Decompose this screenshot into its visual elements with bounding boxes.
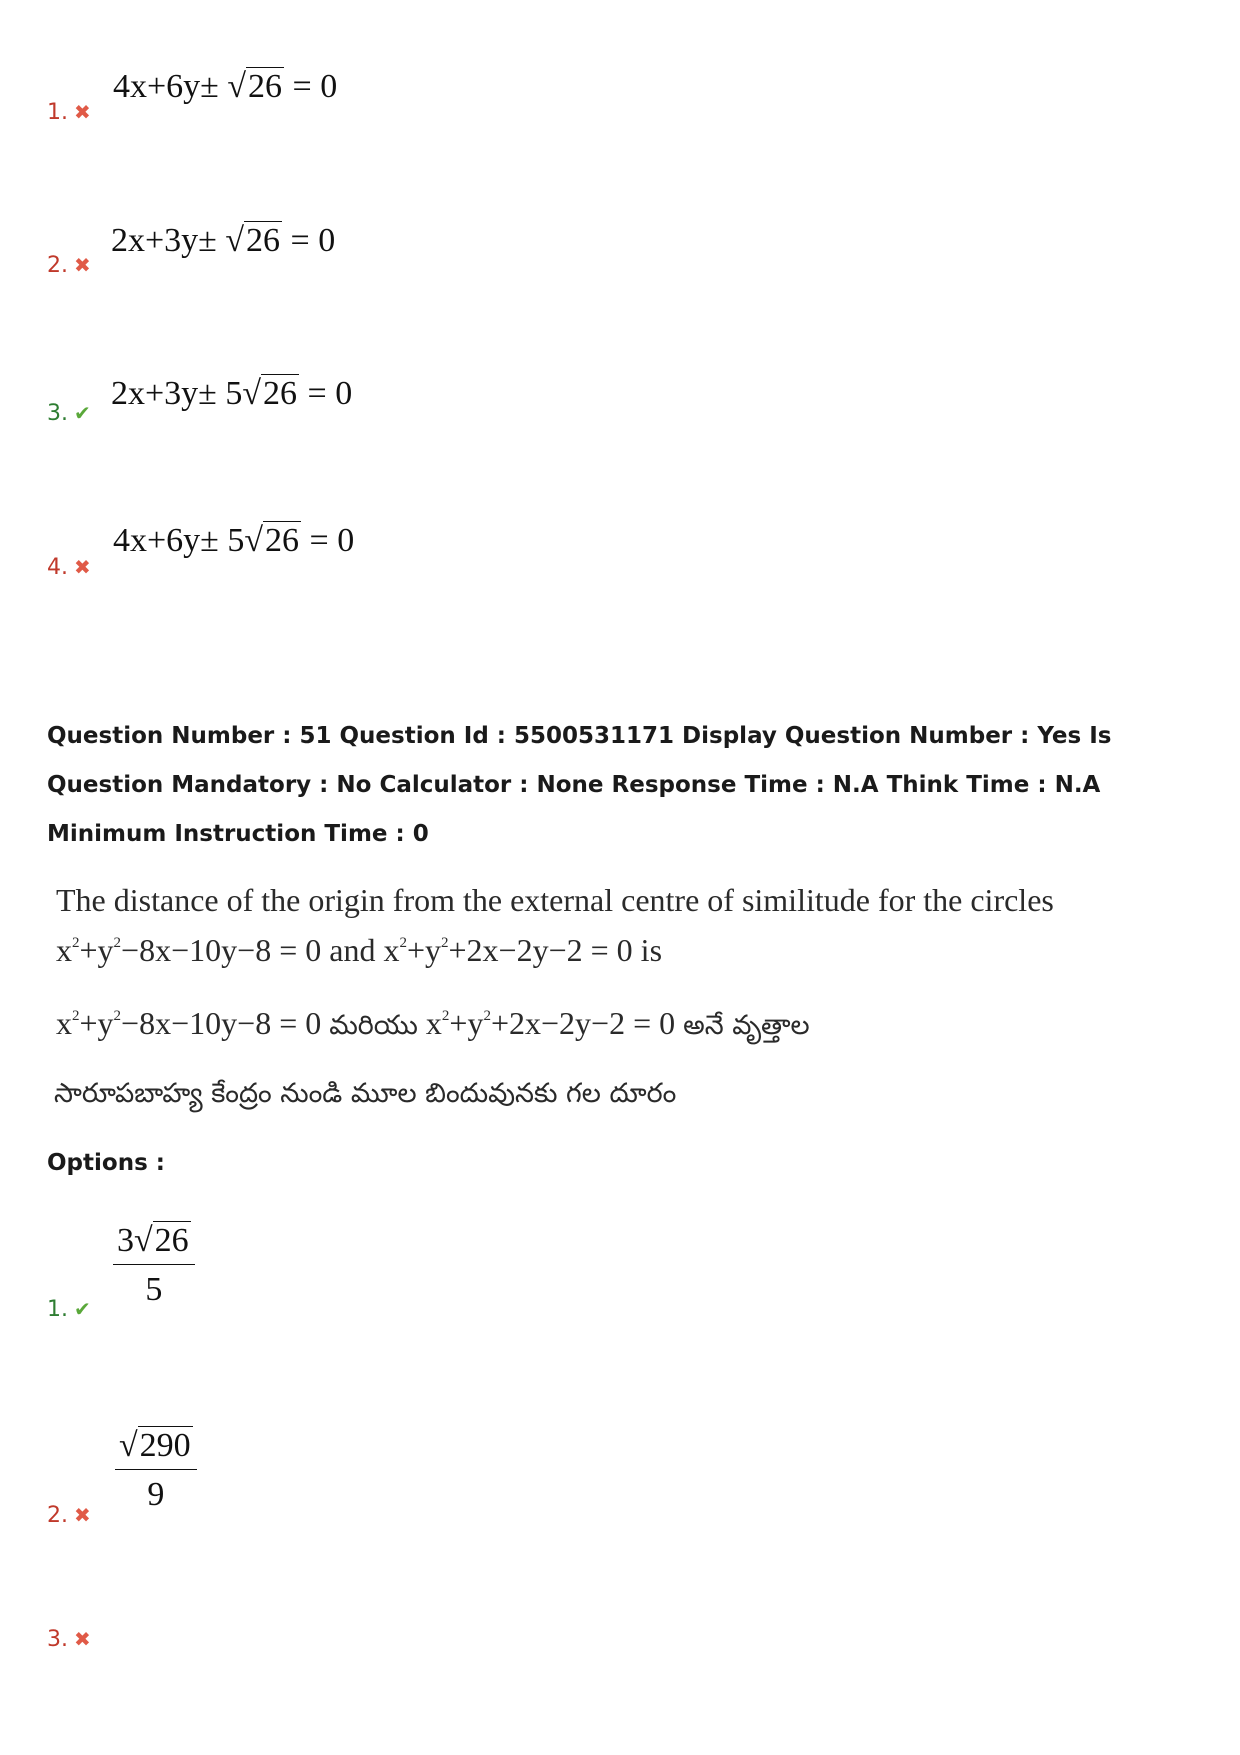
cross-icon: ✖ [74,1627,91,1651]
sqrt-symbol: √26 [225,222,281,259]
cross-icon: ✖ [74,100,91,124]
cross-icon: ✖ [74,1503,91,1527]
option-number: 4. [47,555,68,580]
cross-icon: ✖ [74,253,91,277]
check-icon: ✔ [74,1297,91,1321]
sqrt-symbol: √290 [119,1427,191,1464]
fraction: $\frac{√290}{9}$ [115,1427,197,1514]
check-icon: ✔ [74,401,91,425]
option-expression: 2x+3y± 5√26 = 0 [111,375,353,412]
question-line-english: The distance of the origin from the external centre of similitude for the circles [56,882,1054,918]
option-number: 2. [47,1503,68,1528]
option-number: 3. [47,1627,68,1652]
option-number: 3. [47,401,68,426]
question-line-telugu: సారూపబాహ్య కేంద్రం నుండి మూల బిందువునకు గల దూరం [54,1078,677,1109]
option-number: 1. [47,1297,68,1322]
option-expression [115,1427,197,1514]
question-equation-english: $x^2+y^2-8x-10y-8 = 0$ and $x^2+y^2+2x-2y-2 = 0$ is [56,932,663,968]
sqrt-symbol: √26 [227,68,283,105]
cross-icon: ✖ [74,555,91,579]
options-label: Options : [47,1150,165,1176]
option-number: 1. [47,100,68,125]
question-meta: Question Number : 51 Question Id : 5500531171 Display Question Number : Yes Is Question Mandatory : No Calculator : None Response Time : N.A Think Time : N.A Minimum Instruction Time : 0 [47,723,1112,847]
option-expression: 2x+3y± √26 = 0 [111,222,336,259]
option-number: 2. [47,253,68,278]
sqrt-symbol: √26 [134,1222,189,1259]
fraction: $\frac{3√26}{5}$ [113,1222,195,1309]
sqrt-symbol: √26 [242,375,298,412]
option-expression [113,1222,195,1309]
option-expression: 4x+6y± 5√26 = 0 [113,522,355,559]
question-equation-telugu: $x^2+y^2-8x-10y-8 = 0$ మరియు $x^2+y^2+2x-2y-2 = 0$ అనే వృత్తాల [56,1005,810,1041]
option-expression: 4x+6y± √26 = 0 [113,68,338,105]
sqrt-symbol: √26 [244,522,300,559]
